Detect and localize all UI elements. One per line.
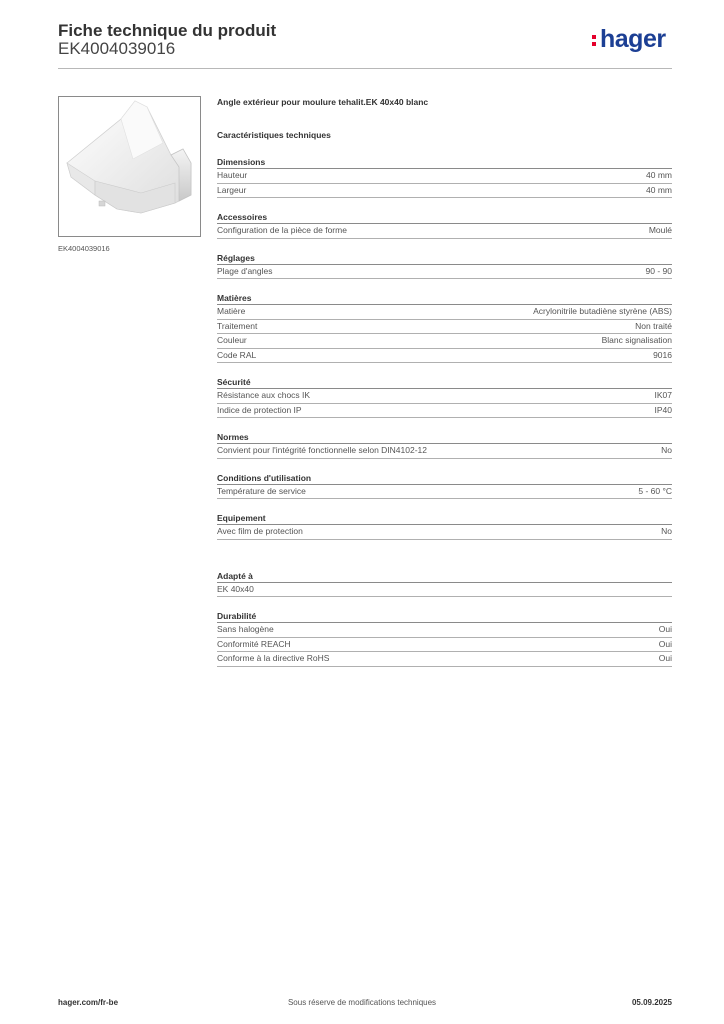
spec-row <box>217 320 672 335</box>
spec-label: Plage d'angles <box>217 265 273 276</box>
spec-label: Convient pour l'intégrité fonctionnelle selon DIN4102-12 <box>217 445 428 455</box>
spec-value: 40 mm <box>646 184 672 195</box>
section-title: Matières <box>217 279 672 305</box>
angle-fitting-photo-icon <box>59 97 200 236</box>
product-reference: EK4004039016 <box>58 39 176 58</box>
spec-value: Blanc signalisation <box>601 335 672 345</box>
spec-value: 40 mm <box>646 170 672 180</box>
spec-value: No <box>661 526 672 536</box>
product-photo <box>58 96 201 237</box>
section-title: Durabilité <box>217 597 672 623</box>
spec-row <box>217 623 672 638</box>
footer-website-link[interactable]: hager.com/fr-be <box>58 998 119 1007</box>
spec-label: Matière <box>217 306 246 316</box>
spec-label: Avec film de protection <box>217 526 303 536</box>
footer-date: 05.09.2025 <box>631 998 672 1007</box>
spec-value: Oui <box>658 624 672 634</box>
spec-row <box>217 389 672 404</box>
spec-value: Oui <box>658 653 672 663</box>
spec-label: Indice de protection IP <box>217 404 302 415</box>
spec-value: Moulé <box>648 225 672 235</box>
section-title: Equipement <box>217 499 672 525</box>
spec-row <box>217 638 672 653</box>
spec-value: Acrylonitrile butadiène styrène (ABS) <box>533 306 672 316</box>
spec-label: EK 40x40 <box>217 583 254 594</box>
spec-value: IK07 <box>654 390 672 400</box>
spec-value: No <box>661 445 672 455</box>
spec-row <box>217 404 672 419</box>
spec-label: Couleur <box>217 335 247 345</box>
spec-label: Largeur <box>217 184 247 195</box>
spec-label: Code RAL <box>217 349 257 360</box>
section-title: Réglages <box>217 239 672 265</box>
page-title: Fiche technique du produit <box>58 21 277 40</box>
spec-value: 9016 <box>653 349 672 360</box>
spec-row <box>217 334 672 349</box>
section-title: Sécurité <box>217 363 672 389</box>
photo-caption: EK4004039016 <box>58 244 110 253</box>
spec-value: Non traité <box>635 320 672 331</box>
spec-label: Conforme à la directive RoHS <box>217 653 330 663</box>
header-divider <box>58 68 672 69</box>
spec-value: IP40 <box>654 404 672 415</box>
section-title: Conditions d'utilisation <box>217 459 672 485</box>
spec-row <box>217 265 672 280</box>
spec-label: Hauteur <box>217 170 248 180</box>
logo-dots-icon <box>592 26 598 52</box>
footer-notice: Sous réserve de modifications techniques <box>287 998 437 1007</box>
spec-label: Température de service <box>217 485 306 496</box>
spec-label: Traitement <box>217 320 258 331</box>
hager-logo <box>592 26 666 52</box>
spec-content <box>217 96 672 667</box>
spec-row <box>217 305 672 320</box>
spec-row <box>217 485 672 500</box>
spec-row <box>217 652 672 667</box>
spec-value: 5 - 60 °C <box>638 485 672 496</box>
section-title: Adapté à <box>217 540 672 583</box>
spec-row <box>217 349 672 364</box>
spec-row <box>217 444 672 459</box>
spec-label: Sans halogène <box>217 624 274 634</box>
spec-value: Oui <box>658 638 672 649</box>
spec-row <box>217 169 672 184</box>
spec-value: 90 - 90 <box>645 265 672 276</box>
logo-text: hager <box>600 25 666 53</box>
product-title: Angle extérieur pour moulure tehalit.EK 40x40 blanc <box>217 97 429 107</box>
section-title: Dimensions <box>217 141 672 169</box>
section-title: Normes <box>217 418 672 444</box>
section-title: Accessoires <box>217 198 672 224</box>
spec-label: Conformité REACH <box>217 638 291 649</box>
spec-row <box>217 224 672 239</box>
specs-title: Caractéristiques techniques <box>217 130 331 140</box>
spec-row <box>217 583 672 598</box>
spec-label: Configuration de la pièce de forme <box>217 225 347 235</box>
spec-row <box>217 525 672 540</box>
spec-label: Résistance aux chocs IK <box>217 390 311 400</box>
spec-row <box>217 184 672 199</box>
